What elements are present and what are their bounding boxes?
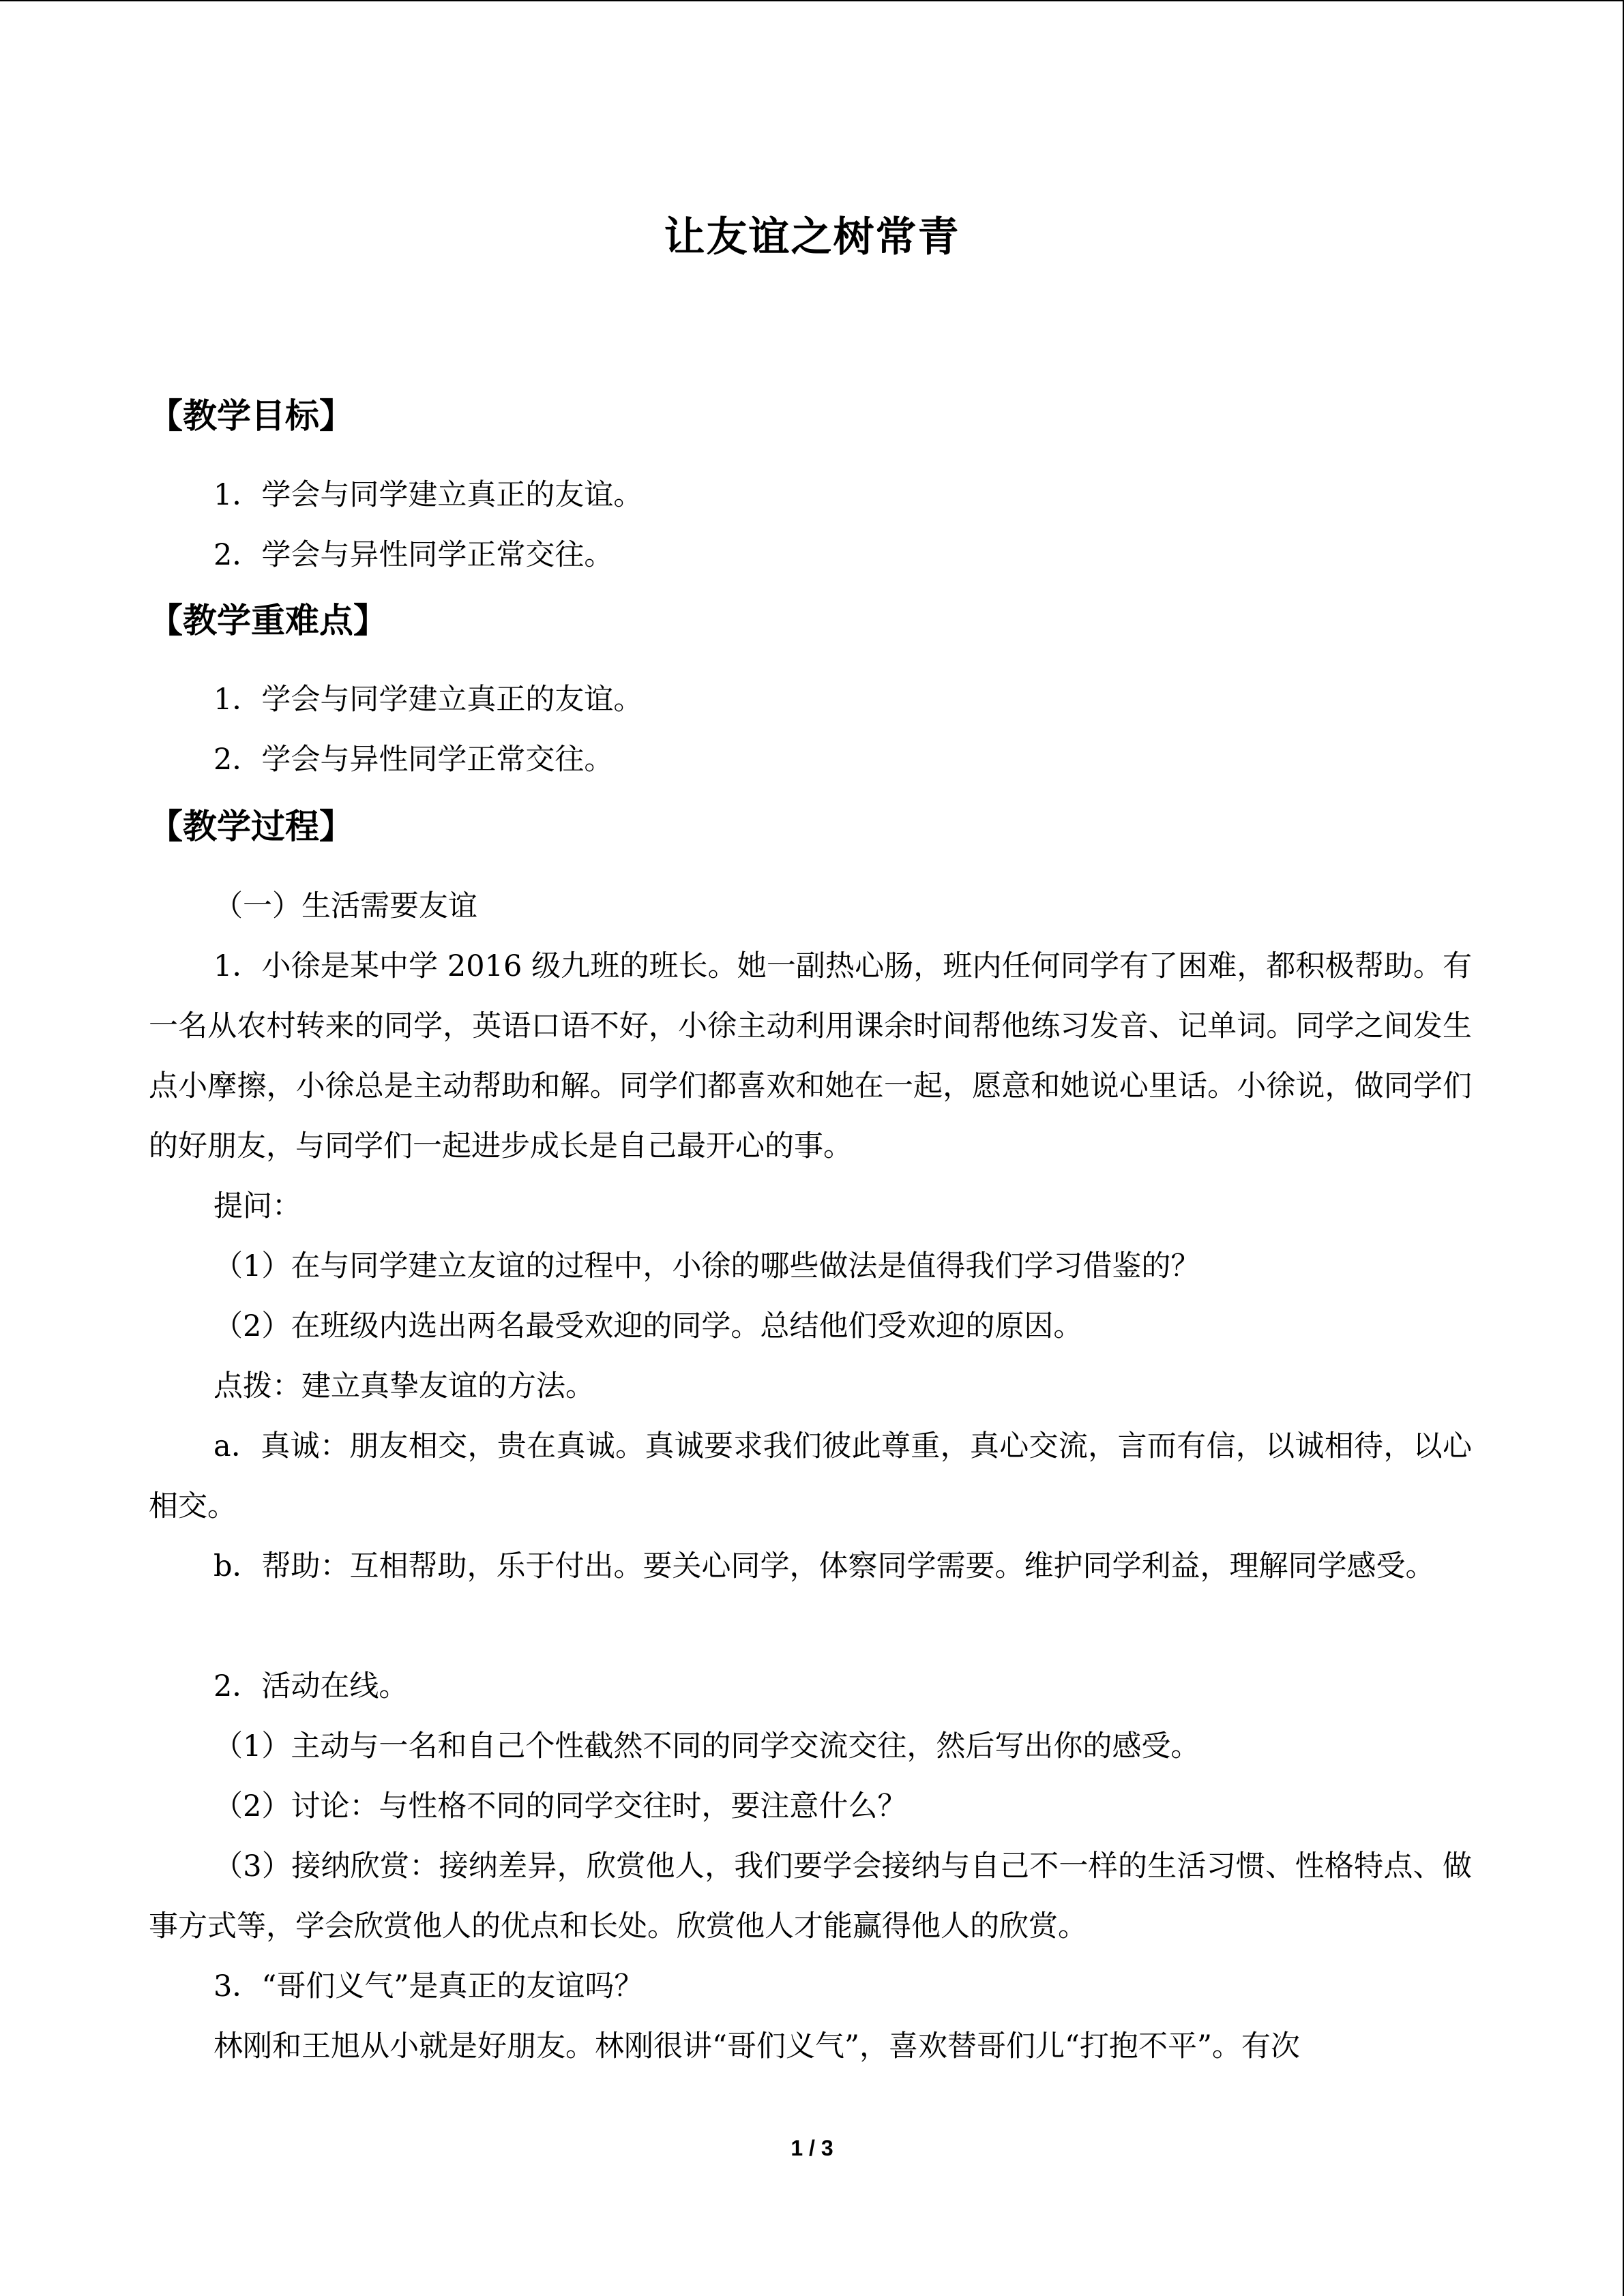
tip-line: 点拨：建立真挚友谊的方法。: [213, 1369, 595, 1403]
page-indicator: 1 / 3: [791, 2136, 833, 2160]
heading-teaching-goals: 【教学目标】: [149, 396, 353, 436]
question-2: （2）在班级内选出两名最受欢迎的同学。总结他们受欢迎的原因。: [213, 1309, 1083, 1343]
question-3: 3．“哥们义气”是真正的友谊吗？: [213, 1969, 644, 2003]
subsection-title: （一）生活需要友谊: [213, 889, 477, 923]
goal-item-1: 1．学会与同学建立真正的友谊。: [213, 478, 643, 512]
page-title: 让友谊之树常青: [664, 213, 960, 261]
activity-item-2: （2）讨论：与性格不同的同学交往时，要注意什么？: [213, 1789, 907, 1823]
method-sincerity: a．真诚：朋友相交，贵在真诚。真诚要求我们彼此尊重，真心交流，言而有信，以诚相待，以心相交。: [149, 1429, 1472, 1523]
activity-title: 2．活动在线。: [213, 1669, 409, 1703]
goal-item-2: 2．学会与异性同学正常交往。: [213, 538, 614, 572]
heading-key-points: 【教学重难点】: [149, 600, 387, 640]
activity-item-3: （3）接纳欣赏：接纳差异，欣赏他人，我们要学会接纳与自己不一样的生活习惯、性格特点、做事方式等，学会欣赏他人的优点和长处。欣赏他人才能赢得他人的欣赏。: [149, 1849, 1472, 1943]
question-1: （1）在与同学建立友谊的过程中，小徐的哪些做法是值得我们学习借鉴的？: [213, 1249, 1200, 1283]
method-helping: b．帮助：互相帮助，乐于付出。要关心同学，体察同学需要。维护同学利益，理解同学感受。: [213, 1549, 1435, 1583]
key-point-item-1: 1．学会与同学建立真正的友谊。: [213, 683, 643, 717]
case-paragraph: 1．小徐是某中学 2016 级九班的班长。她一副热心肠，班内任何同学有了困难，都积极帮助。有一名从农村转来的同学，英语口语不好，小徐主动利用课余时间帮他练习发音、记单词。同学之间发生点小摩擦，小徐总是主动帮助和解。同学们都喜欢和她在一起，愿意和她说心里话。小徐说，做同学们的好朋友，与同学们一起进步成长是自己最开心的事。: [149, 949, 1472, 1163]
key-point-item-2: 2．学会与异性同学正常交往。: [213, 743, 614, 777]
story-paragraph: 林刚和王旭从小就是好朋友。林刚很讲“哥们义气”，喜欢替哥们儿“打抱不平”。有次: [213, 2029, 1300, 2063]
heading-teaching-process: 【教学过程】: [149, 806, 353, 846]
activity-item-1: （1）主动与一名和自己个性截然不同的同学交流交往，然后写出你的感受。: [213, 1729, 1200, 1763]
question-label: 提问：: [213, 1189, 301, 1223]
